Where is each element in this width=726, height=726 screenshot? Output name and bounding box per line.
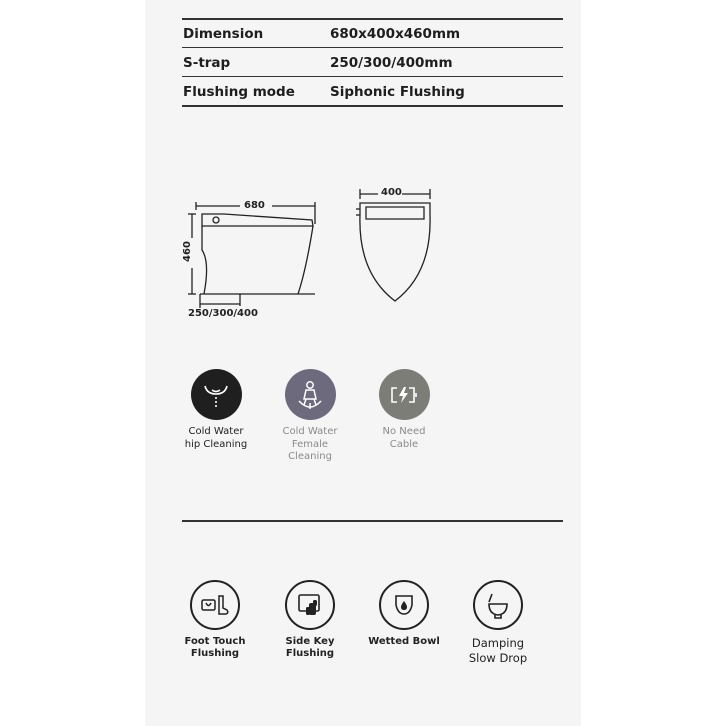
feature-no-cable xyxy=(369,369,439,451)
side-key-icon xyxy=(285,580,335,630)
trap-dimension-label: 250/300/400 xyxy=(188,308,258,319)
feature-hip-cleaning xyxy=(181,369,251,451)
table-row-rule xyxy=(182,76,563,77)
slow-drop-icon xyxy=(473,580,523,630)
function-label: Foot Touch Flushing xyxy=(184,636,246,659)
feature-label: Cold Water Female Cleaning xyxy=(282,426,338,462)
section-divider xyxy=(182,520,563,522)
battery-charge-icon xyxy=(379,369,430,420)
female-cleaning-icon xyxy=(285,369,336,420)
spec-value: 680x400x460mm xyxy=(330,26,461,42)
width-dimension-label: 400 xyxy=(381,187,402,198)
side-view-drawing xyxy=(180,190,325,325)
function-slow-drop xyxy=(458,580,538,666)
length-dimension-label: 680 xyxy=(244,200,265,211)
foot-touch-icon xyxy=(190,580,240,630)
table-row-rule xyxy=(182,47,563,48)
spec-value: 250/300/400mm xyxy=(330,55,453,71)
spec-label: S-trap xyxy=(183,55,231,71)
feature-label: Cold Water hip Cleaning xyxy=(184,426,248,450)
top-view-outline xyxy=(352,185,437,305)
spec-label: Flushing mode xyxy=(183,84,295,100)
function-label: Side Key Flushing xyxy=(285,636,335,659)
table-bottom-rule xyxy=(182,105,563,107)
wetted-bowl-icon xyxy=(379,580,429,630)
function-wetted-bowl xyxy=(364,580,444,648)
function-side-key xyxy=(270,580,350,660)
spec-row-flushing xyxy=(182,82,563,104)
hip-cleaning-icon xyxy=(191,369,242,420)
spec-label: Dimension xyxy=(183,26,264,42)
function-label: Wetted Bowl xyxy=(368,636,440,647)
table-top-rule xyxy=(182,18,563,20)
spec-value: Siphonic Flushing xyxy=(330,84,465,100)
top-view-drawing xyxy=(352,185,437,305)
feature-female-cleaning xyxy=(275,369,345,464)
spec-row-strap xyxy=(182,53,563,75)
function-foot-touch xyxy=(175,580,255,660)
feature-label: No Need Cable xyxy=(382,426,426,450)
spec-row-dimension xyxy=(182,24,563,46)
height-dimension-label: 460 xyxy=(181,241,193,262)
function-label: Damping Slow Drop xyxy=(468,636,528,665)
